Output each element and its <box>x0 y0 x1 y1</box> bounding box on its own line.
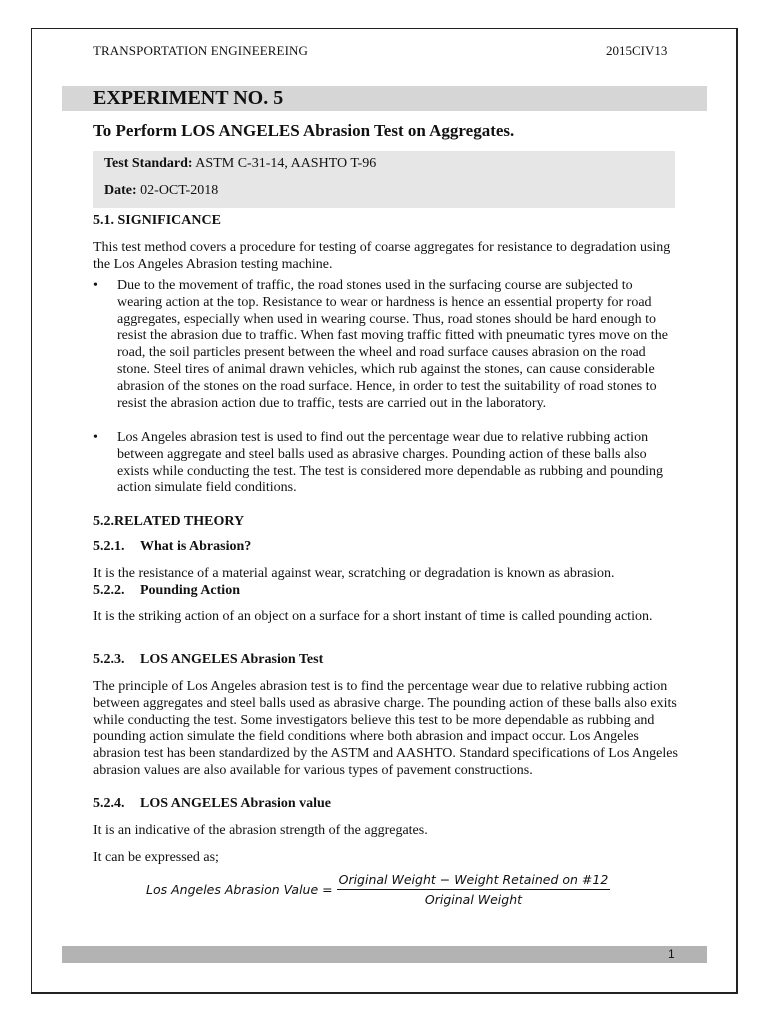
formula-fraction <box>337 872 611 907</box>
page-number: 1 <box>668 947 675 961</box>
test-standard-line <box>104 156 376 172</box>
section-heading-significance: 5.1. SIGNIFICANCE <box>93 213 221 228</box>
formula-numerator: Original Weight − Weight Retained on #12 <box>338 872 609 887</box>
significance-intro: This test method covers a procedure for testing of coarse aggregates for resistance to degradation using the Los Angeles Abrasion testing machine. <box>93 240 671 272</box>
la-value-description: It is an indicative of the abrasion strength of the aggregates. <box>93 823 428 838</box>
list-item-text: Due to the movement of traffic, the road stones used in the surfacing course are subjected to wearing action at the top. Resistance to wear or hardness is hence an essential property for road aggregates, especially when used in wearing course. Thus, road stones should be hard enough to resist the abrasion due to traffic. When fast moving traffic fitted with pneumatic tyres move on the road, the soil particles present between the wheel and road surface causes abrasion on the road stone. Steel tires of animal drawn vehicles, which rub against the stones, can cause considerable abrasion of the stones on the road surface. Hence, in order to test the suitability of road stones to resist the abrasion action due to traffic, tests are carried out in the laboratory. <box>117 278 668 411</box>
formula-lhs: Los Angeles Abrasion Value = <box>146 882 333 897</box>
section-heading-theory: 5.2.RELATED THEORY <box>93 514 245 529</box>
test-standard-label: Test Standard: <box>104 156 193 171</box>
abrasion-definition: It is the resistance of a material against wear, scratching or degradation is known as abrasion. <box>93 566 615 581</box>
test-standard-value: ASTM C-31-14, AASHTO T-96 <box>195 156 377 171</box>
formula-denominator: Original Weight <box>424 892 523 907</box>
abrasion-formula <box>146 872 610 907</box>
experiment-title: EXPERIMENT NO. 5 <box>93 87 284 109</box>
date-line <box>104 183 218 199</box>
subsection-heading-pounding: 5.2.2. Pounding Action <box>93 583 240 598</box>
subsection-heading-abrasion: 5.2.1. What is Abrasion? <box>93 539 252 554</box>
expression-intro: It can be expressed as; <box>93 850 219 865</box>
bullet-icon: • <box>93 430 98 445</box>
list-item-text: Los Angeles abrasion test is used to find out the percentage wear due to relative rubbing action between aggregate and steel balls used as abrasive charges. Pounding action of these balls also exists while conducting the test. The test is considered more dependable as rubbing and pounding action simulate field conditions. <box>117 430 664 496</box>
la-test-description: The principle of Los Angeles abrasion test is to find the percentage wear due to relative rubbing action between aggregates and steel balls used as abrasive charge. The pounding action of these balls also exits while conducting the test. Some investigators believe this test to be more dependable as rubbing and pounding action simulate the field conditions where both abrasion and impact occur. Los Angeles abrasion test has been standardized by the ASTM and AASHTO. Standard specifications of Los Angeles abrasion values are also available for various types of pavement constructions. <box>93 679 678 778</box>
running-header-course: TRANSPORTATION ENGINEEREING <box>93 43 309 58</box>
pounding-definition: It is the striking action of an object on a surface for a short instant of time is called pounding action. <box>93 609 653 624</box>
subsection-heading-la-value: 5.2.4. LOS ANGELES Abrasion value <box>93 796 332 811</box>
footer-bar <box>62 946 707 963</box>
experiment-subtitle: To Perform LOS ANGELES Abrasion Test on Aggregates. <box>93 121 515 140</box>
date-value: 02-OCT-2018 <box>140 183 219 198</box>
bullet-icon: • <box>93 278 98 293</box>
running-header-id: 2015CIV13 <box>606 43 668 58</box>
subsection-heading-la-test: 5.2.3. LOS ANGELES Abrasion Test <box>93 652 324 667</box>
date-label: Date: <box>104 183 137 198</box>
